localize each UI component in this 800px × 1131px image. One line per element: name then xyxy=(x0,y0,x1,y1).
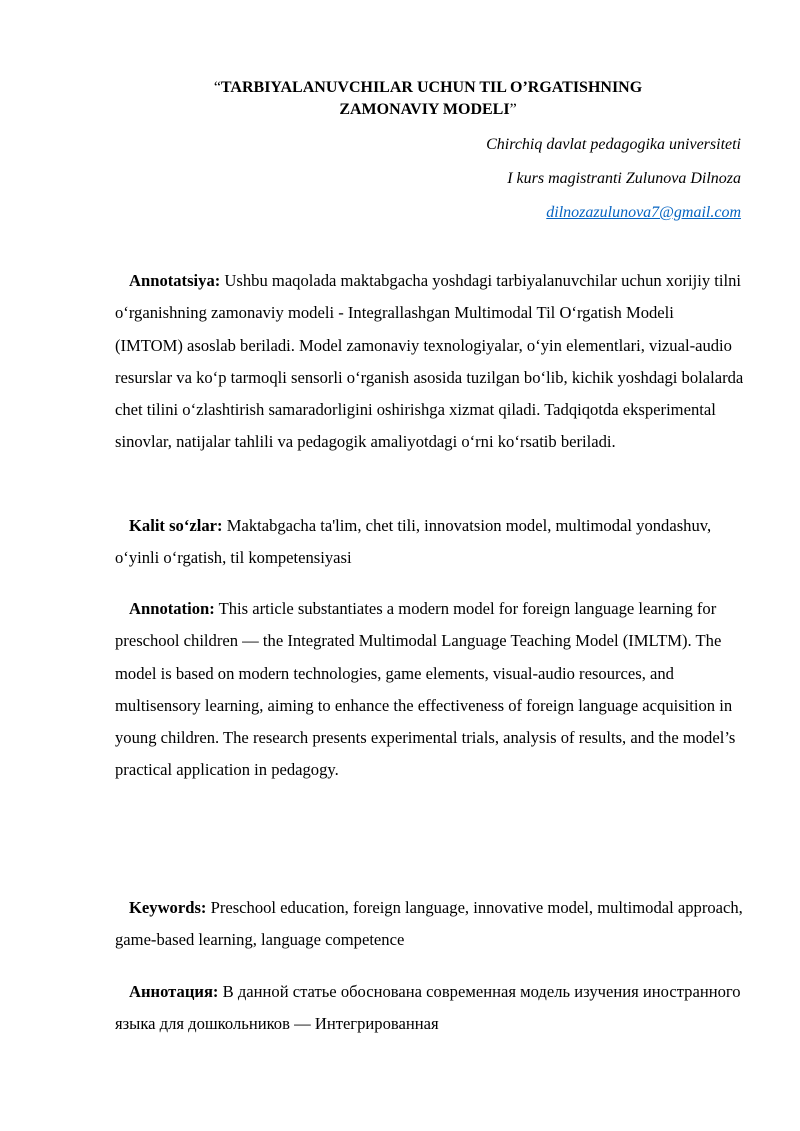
title-line-2-text: ZAMONAVIY MODELI xyxy=(339,101,510,118)
keywords-uzbek-label: Kalit so‘zlar: xyxy=(129,516,223,535)
abstract-uzbek-label: Annotatsiya: xyxy=(129,271,221,290)
keywords-uzbek xyxy=(115,510,745,575)
abstract-russian xyxy=(115,976,745,1041)
abstract-english xyxy=(115,593,745,787)
author-university: Chirchiq davlat pedagogika universiteti xyxy=(486,136,741,153)
abstract-russian-label: Аннотация: xyxy=(129,982,219,1001)
keywords-english-text: Preschool education, foreign language, innovative model, multimodal approach, game-based learning, language competence xyxy=(115,898,743,950)
abstract-russian-text: В данной статье обоснована современная модель изучения иностранного языка для дошкольников — Интегрированная xyxy=(115,982,741,1034)
abstract-uzbek xyxy=(115,265,745,459)
paper-title xyxy=(115,77,741,121)
author-name: I kurs magistranti Zulunova Dilnoza xyxy=(507,170,741,187)
title-open-quote: “ xyxy=(213,79,221,96)
title-line-1-text: TARBIYALANUVCHILAR UCHUN TIL O’RGATISHNING xyxy=(220,79,643,96)
title-close-quote: ” xyxy=(509,101,517,118)
title-line-1 xyxy=(115,77,741,99)
keywords-english xyxy=(115,892,745,957)
abstract-english-label: Annotation: xyxy=(129,599,215,618)
abstract-uzbek-text: Ushbu maqolada maktabgacha yoshdagi tarbiyalanuvchilar uchun xorijiy tilni o‘rganishning zamonaviy modeli - Integrallashgan Multimodal Til O‘rgatish Modeli (IMTOM) asoslab beriladi. Model zamonaviy texnologiyalar, o‘yin elementlari, vizual-audio resurslar va ko‘p tarmoqli sensorli o‘rganish asosida tuzilgan bo‘lib, kichik yoshdagi bolalarda chet tilini o‘zlashtirish samaradorligini oshirishga xizmat qiladi. Tadqiqotda eksperimental sinovlar, natijalar tahlili va pedagogik amaliyotdagi o‘rni ko‘rsatib beriladi. xyxy=(115,271,744,452)
abstract-english-text: This article substantiates a modern model for foreign language learning for preschool children — the Integrated Multimodal Language Teaching Model (IMLTM). The model is based on modern technologies, game elements, visual-audio resources, and multisensory learning, aiming to enhance the effectiveness of foreign language acquisition in young children. The research presents experimental trials, analysis of results, and the model’s practical application in pedagogy. xyxy=(115,599,736,780)
title-line-2 xyxy=(115,99,741,121)
keywords-english-label: Keywords: xyxy=(129,898,207,917)
author-email-link[interactable]: dilnozazulunova7@gmail.com xyxy=(546,204,741,221)
keywords-uzbek-text: Maktabgacha ta'lim, chet tili, innovatsion model, multimodal yondashuv, o‘yinli o‘rgatish, til kompetensiyasi xyxy=(115,516,712,568)
